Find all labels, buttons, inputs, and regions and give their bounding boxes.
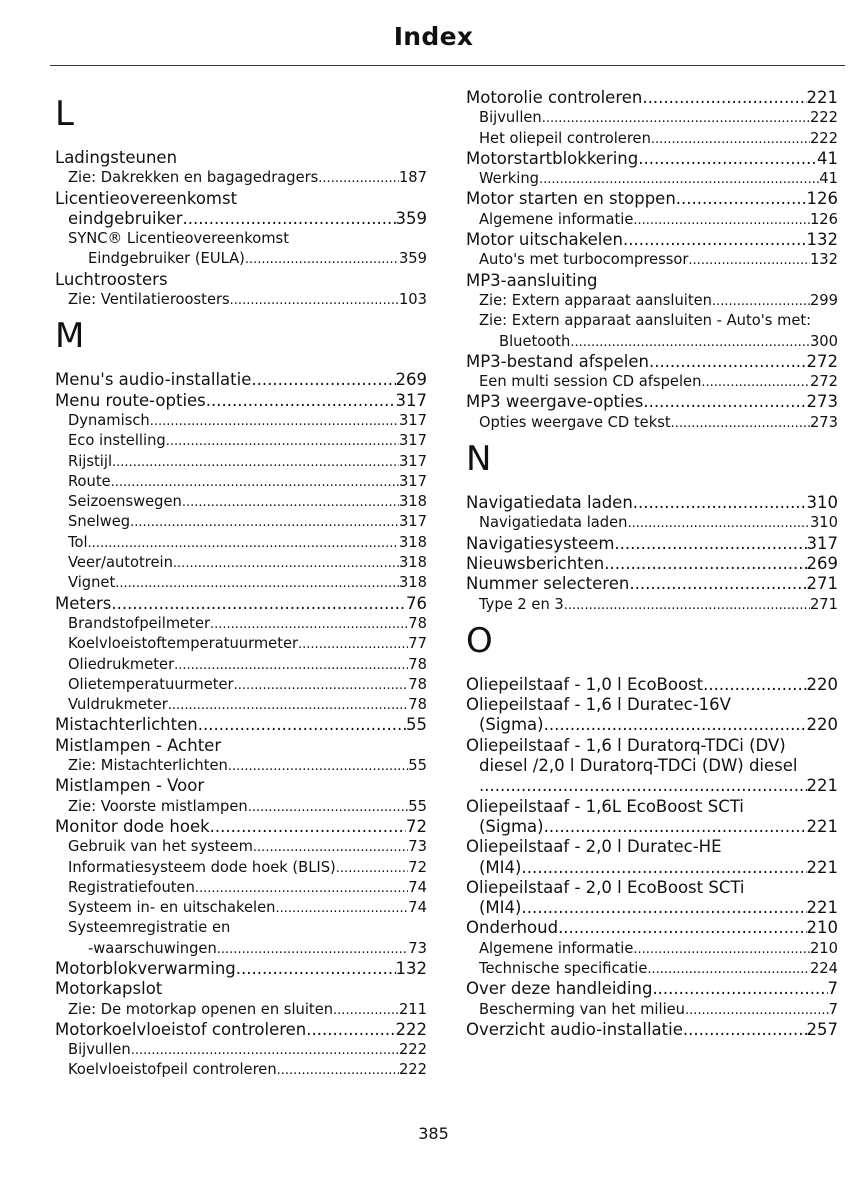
index-heading: diesel /2,0 l Duratorq-TDCi (DW) diesel [479, 756, 798, 776]
index-entry-label: Vuldrukmeter [68, 696, 168, 714]
index-entry-label: Tol [68, 533, 88, 551]
dot-leader [539, 169, 819, 190]
index-entry [466, 291, 838, 311]
page-title: Index [393, 22, 474, 51]
dot-leader [174, 655, 408, 676]
index-entry [466, 250, 838, 270]
dot-leader [701, 372, 810, 393]
dot-leader [245, 249, 399, 270]
index-entry-page: 317 [395, 390, 427, 410]
index-entry-page: 271 [809, 595, 838, 613]
index-heading: Mistlampen - Voor [55, 776, 205, 796]
dot-leader [703, 675, 806, 695]
dot-leader [217, 939, 409, 960]
index-entry-label: Zie: Ventilatieroosters [68, 291, 230, 309]
dot-leader [544, 715, 807, 735]
index-entry-label: Bescherming van het milieu [479, 1000, 685, 1018]
index-entry [466, 554, 838, 574]
index-entry [466, 1020, 838, 1040]
index-entry-page: 299 [809, 291, 838, 309]
index-entry-label: -waarschuwingen [88, 939, 217, 957]
index-entry-page: 221 [806, 776, 838, 796]
index-entry-page: 269 [395, 370, 427, 390]
dot-leader [685, 1000, 829, 1021]
index-entry [466, 959, 838, 979]
index-entry [466, 169, 838, 189]
dot-leader [642, 88, 806, 108]
dot-leader [277, 1060, 399, 1081]
index-entry-label: Bijvullen [68, 1041, 131, 1059]
index-entry-label: Mistachterlichten [55, 715, 198, 735]
index-entry [466, 149, 838, 169]
dot-leader [633, 493, 807, 513]
index-entry-page: 317 [398, 452, 427, 470]
index-entry [55, 452, 427, 472]
index-heading: Licentieovereenkomst [55, 188, 238, 208]
dot-leader [298, 634, 408, 655]
dot-leader [112, 452, 399, 473]
dot-leader [649, 352, 807, 372]
index-entry-page: 78 [408, 614, 427, 632]
index-entry-label: Rijstijl [68, 452, 113, 470]
dot-leader [623, 230, 807, 250]
index-entry-page: 317 [398, 432, 427, 450]
index-entry-label: Navigatiesysteem [466, 533, 615, 553]
index-column-right [466, 88, 838, 1040]
index-entry [55, 249, 427, 269]
index-entry-label: Veer/autotrein [68, 554, 173, 572]
dot-leader [236, 959, 396, 979]
dot-leader [629, 574, 806, 594]
index-section-letter: O [466, 620, 493, 661]
index-entry [466, 1000, 838, 1020]
header-rule [50, 65, 845, 66]
index-entry-label: Brandstofpeilmeter [68, 614, 211, 632]
index-entry-label: Onderhoud [466, 918, 559, 938]
index-entry-page: 72 [408, 858, 427, 876]
index-entry-page: 257 [806, 1019, 838, 1039]
dot-leader [131, 1040, 399, 1061]
index-entry [55, 1040, 427, 1060]
index-entry-label: Navigatiedata laden [479, 514, 628, 532]
index-heading: Oliepeilstaaf - 2,0 l EcoBoost SCTi [466, 877, 745, 897]
index-entry-page: 222 [395, 1019, 427, 1039]
index-entry [466, 715, 838, 735]
index-heading: SYNC® Licentieovereenkomst [68, 230, 289, 248]
index-entry-page: 55 [408, 797, 427, 815]
index-entry [466, 230, 838, 250]
index-entry [55, 655, 427, 675]
index-entry-label: Dynamisch [68, 411, 150, 429]
dot-leader [521, 858, 806, 878]
index-heading: Zie: Extern apparaat aansluiten - Auto's met: [479, 312, 812, 330]
index-section-letter: M [55, 316, 85, 357]
index-entry [55, 472, 427, 492]
index-entry-page: 55 [406, 715, 427, 735]
index-entry-page: 222 [809, 129, 838, 147]
dot-leader [542, 108, 810, 129]
index-entry [55, 290, 427, 310]
dot-leader [230, 290, 399, 311]
index-entry-label: Koelvloeistofpeil controleren [68, 1061, 277, 1079]
dot-leader [570, 332, 810, 353]
index-entry-label: Registratiefouten [68, 878, 195, 896]
index-entry [466, 493, 838, 513]
dot-leader [210, 614, 408, 635]
dot-leader [206, 391, 396, 411]
index-entry [466, 675, 838, 695]
index-entry-page: 272 [806, 351, 838, 371]
index-entry [55, 512, 427, 532]
index-entry-page: 272 [809, 373, 838, 391]
index-entry-label: (Sigma) [479, 816, 544, 836]
index-entry-page: 7 [827, 979, 838, 999]
dot-leader [633, 939, 810, 960]
index-entry [55, 209, 427, 229]
index-entry-label: Motor uitschakelen [466, 230, 623, 250]
index-entry [466, 372, 838, 392]
dot-leader [210, 817, 406, 837]
index-heading: Luchtroosters [55, 269, 168, 289]
index-entry-page: 222 [398, 1061, 427, 1079]
index-entry-label: Een multi session CD afspelen [479, 373, 702, 391]
index-entry [55, 492, 427, 512]
index-entry-label: Systeem in- en uitschakelen [68, 899, 276, 917]
index-entry [55, 858, 427, 878]
index-entry [466, 210, 838, 230]
index-entry-label: eindgebruiker [68, 208, 183, 228]
index-entry-label: MP3-bestand afspelen [466, 351, 649, 371]
dot-leader [275, 898, 408, 919]
dot-leader [166, 431, 399, 452]
index-entry [55, 939, 427, 959]
index-entry-page: 41 [819, 170, 838, 188]
index-entry-page: 73 [408, 838, 427, 856]
index-entry-page: 310 [806, 493, 838, 513]
dot-leader [111, 594, 406, 614]
index-entry-label: Navigatiedata laden [466, 493, 633, 513]
index-entry-page: 78 [408, 655, 427, 673]
index-entry [466, 332, 838, 352]
index-entry [55, 898, 427, 918]
index-entry-label: Vignet [68, 574, 116, 592]
dot-leader [333, 1000, 399, 1021]
dot-leader [168, 695, 409, 716]
index-entry-page: 55 [408, 757, 427, 775]
dot-leader [638, 149, 817, 169]
index-heading: Oliepeilstaaf - 1,6 l Duratorq-TDCi (DV) [466, 735, 786, 755]
index-entry [55, 837, 427, 857]
index-entry-label: Informatiesysteem dode hoek (BLIS) [68, 858, 336, 876]
index-entry-label: Zie: Voorste mistlampen [68, 797, 248, 815]
index-entry-label: Zie: De motorkap openen en sluiten [68, 1000, 334, 1018]
index-entry-page: 103 [398, 291, 427, 309]
index-entry-page: 76 [406, 593, 427, 613]
index-entry-page: 224 [809, 959, 838, 977]
dot-leader [306, 1020, 395, 1040]
dot-leader [671, 413, 810, 434]
dot-leader [182, 492, 399, 513]
index-entry-page: 221 [806, 88, 838, 107]
index-entry [466, 513, 838, 533]
dot-leader [336, 858, 409, 879]
dot-leader [198, 715, 406, 735]
dot-leader [604, 554, 806, 574]
index-entry-page: 7 [828, 1000, 838, 1018]
dot-leader [614, 534, 806, 554]
index-entry-page: 74 [408, 899, 427, 917]
index-entry-label: Nummer selecteren [466, 574, 630, 594]
index-entry-label: Snelweg [68, 513, 131, 531]
index-entry-page: 318 [398, 574, 427, 592]
index-entry-label: Nieuwsberichten [466, 553, 605, 573]
index-entry-page: 211 [398, 1000, 427, 1018]
index-entry [466, 129, 838, 149]
index-heading: Oliepeilstaaf - 2,0 l Duratec-HE [466, 837, 722, 857]
index-entry-page: 221 [806, 898, 838, 918]
index-entry [466, 898, 838, 918]
page-number: 385 [418, 1124, 449, 1143]
index-entry-page: 318 [398, 493, 427, 511]
index-entry-page: 317 [398, 472, 427, 490]
dot-leader [88, 533, 399, 554]
dot-leader [676, 189, 807, 209]
index-entry-label: Seizoenswegen [68, 493, 182, 511]
index-entry-label: Gebruik van het systeem [68, 838, 253, 856]
index-entry-page: 74 [408, 878, 427, 896]
dot-leader [643, 392, 806, 412]
dot-leader [633, 210, 810, 231]
dot-leader [115, 573, 399, 594]
dot-leader [253, 837, 408, 858]
dot-leader [195, 878, 408, 899]
index-entry [466, 776, 838, 796]
index-entry-label: Menu's audio-installatie [55, 370, 252, 390]
index-entry-page: 72 [406, 816, 427, 836]
index-entry [55, 797, 427, 817]
index-entry-label: Route [68, 472, 111, 490]
index-entry [55, 533, 427, 553]
dot-leader [683, 1020, 807, 1040]
index-entry [55, 715, 427, 735]
index-entry-label: Koelvloeistoftemperatuurmeter [68, 635, 299, 653]
index-entry-label: Motorolie controleren [466, 88, 643, 107]
index-entry-label: Eco instelling [68, 432, 166, 450]
index-entry [466, 939, 838, 959]
index-entry-label: Zie: Mistachterlichten [68, 757, 228, 775]
index-entry-page: 126 [809, 210, 838, 228]
index-heading: Oliepeilstaaf - 1,6L EcoBoost SCTi [466, 796, 744, 816]
index-entry-label: Motorkoelvloeistof controleren [55, 1019, 307, 1039]
index-entry [466, 392, 838, 412]
dot-leader [130, 512, 399, 533]
index-entry-label: Monitor dode hoek [55, 816, 210, 836]
dot-leader [647, 959, 810, 980]
index-entry [55, 1000, 427, 1020]
dot-leader [652, 979, 827, 999]
index-entry-label: Type 2 en 3 [479, 595, 564, 613]
index-entry-label: Zie: Extern apparaat aansluiten [479, 291, 712, 309]
index-entry [55, 431, 427, 451]
index-entry-page: 273 [809, 413, 838, 431]
index-entry [55, 1020, 427, 1040]
index-entry [55, 959, 427, 979]
index-entry-label: Oliedrukmeter [68, 655, 175, 673]
index-entry-page: 73 [408, 939, 427, 957]
index-entry [55, 878, 427, 898]
index-entry [466, 108, 838, 128]
index-entry-page: 78 [408, 675, 427, 693]
index-entry-label: Olietemperatuurmeter [68, 675, 234, 693]
index-entry-page: 210 [809, 939, 838, 957]
index-entry-page: 273 [806, 392, 838, 412]
index-entry-label: Bluetooth [499, 332, 571, 350]
index-entry-page: 221 [806, 857, 838, 877]
index-entry [466, 189, 838, 209]
index-entry-page: 221 [806, 816, 838, 836]
index-entry [55, 695, 427, 715]
index-entry-page: 310 [809, 514, 838, 532]
index-entry-label: Algemene informatie [479, 210, 634, 228]
index-entry-label: Oliepeilstaaf - 1,0 l EcoBoost [466, 674, 704, 694]
index-entry [466, 817, 838, 837]
index-heading: Motorkapslot [55, 979, 163, 999]
index-entry-page: 220 [806, 715, 838, 735]
index-entry-label: Algemene informatie [479, 939, 634, 957]
index-entry-label: Zie: Dakrekken en bagagedragers [68, 169, 319, 187]
index-entry [55, 370, 427, 390]
index-entry-page: 318 [398, 533, 427, 551]
index-entry [466, 352, 838, 372]
index-entry [466, 918, 838, 938]
index-entry-page: 317 [806, 533, 838, 553]
index-column-left [55, 88, 427, 1081]
index-entry-label: Eindgebruiker (EULA) [88, 250, 245, 268]
index-entry [55, 817, 427, 837]
dot-leader [228, 756, 408, 777]
index-entry-page: 78 [408, 696, 427, 714]
index-entry-label: Motorblokverwarming [55, 958, 236, 978]
index-entry-label: Menu route-opties [55, 390, 206, 410]
index-entry-page: 126 [806, 189, 838, 209]
index-entry [55, 675, 427, 695]
dot-leader [688, 250, 810, 271]
index-heading: MP3-aansluiting [466, 270, 598, 290]
index-entry [55, 573, 427, 593]
index-entry-label: Meters [55, 593, 112, 613]
index-entry-label: Bijvullen [479, 109, 542, 127]
index-entry [55, 756, 427, 776]
index-entry [466, 858, 838, 878]
index-entry-label: Motorstartblokkering [466, 148, 639, 168]
index-section-letter: L [55, 94, 74, 134]
index-entry [55, 594, 427, 614]
index-entry-page: 271 [806, 574, 838, 594]
dot-leader [234, 675, 409, 696]
index-entry [466, 88, 838, 108]
index-entry-label: Motor starten en stoppen [466, 189, 676, 209]
index-entry-page: 222 [398, 1041, 427, 1059]
index-entry-page: 359 [398, 250, 427, 268]
index-entry [55, 391, 427, 411]
index-entry [55, 168, 427, 188]
index-entry-label: (MI4) [479, 857, 522, 877]
index-entry [55, 614, 427, 634]
index-entry [466, 595, 838, 615]
dot-leader [183, 209, 396, 229]
index-entry-page: 132 [809, 251, 838, 269]
index-entry [466, 979, 838, 999]
dot-leader [564, 595, 810, 616]
index-entry-page: 269 [806, 553, 838, 573]
dot-leader [544, 817, 807, 837]
index-entry-label: (MI4) [479, 898, 522, 918]
dot-leader [558, 918, 806, 938]
dot-leader [251, 370, 395, 390]
index-entry-label: Het oliepeil controleren [479, 129, 651, 147]
index-entry-label: Technische specificatie [479, 959, 648, 977]
index-entry-page: 220 [806, 674, 838, 694]
index-entry-label: Opties weergave CD tekst [479, 413, 671, 431]
dot-leader [173, 553, 399, 574]
index-entry-label: (Sigma) [479, 715, 544, 735]
index-entry-page: 210 [806, 918, 838, 938]
dot-leader [150, 411, 399, 432]
index-entry-page: 300 [809, 332, 838, 350]
index-entry [55, 411, 427, 431]
dot-leader [111, 472, 399, 493]
index-entry-page: 359 [395, 208, 427, 228]
index-entry-label: Auto's met turbocompressor [479, 251, 689, 269]
index-heading: Oliepeilstaaf - 1,6 l Duratec-16V [466, 695, 731, 715]
index-entry [466, 534, 838, 554]
dot-leader [712, 291, 810, 312]
index-entry-page: 187 [398, 169, 427, 187]
index-heading: Systeemregistratie en [68, 919, 231, 937]
index-entry-label: Over deze handleiding [466, 979, 653, 999]
index-entry-page: 222 [809, 109, 838, 127]
dot-leader [318, 168, 399, 189]
index-entry-page: 77 [408, 635, 427, 653]
index-entry [466, 413, 838, 433]
index-entry [55, 634, 427, 654]
index-entry [466, 574, 838, 594]
index-section-letter: N [466, 439, 492, 480]
dot-leader [521, 898, 806, 918]
index-entry-label: MP3 weergave-opties [466, 392, 644, 412]
index-entry [55, 1060, 427, 1080]
dot-leader [248, 797, 409, 818]
index-entry-page: 317 [398, 411, 427, 429]
index-entry-page: 132 [806, 230, 838, 250]
index-heading: Mistlampen - Achter [55, 735, 222, 755]
dot-leader [651, 129, 810, 150]
index-heading: Ladingsteunen [55, 148, 178, 167]
index-entry [55, 553, 427, 573]
dot-leader [627, 513, 809, 534]
index-entry-page: 318 [398, 554, 427, 572]
index-entry-label: Werking [479, 170, 539, 188]
index-entry-page: 132 [395, 958, 427, 978]
index-entry-page: 41 [817, 148, 838, 168]
dot-leader [479, 776, 807, 796]
index-entry-page: 317 [398, 513, 427, 531]
index-entry-label: Overzicht audio-installatie [466, 1019, 683, 1039]
